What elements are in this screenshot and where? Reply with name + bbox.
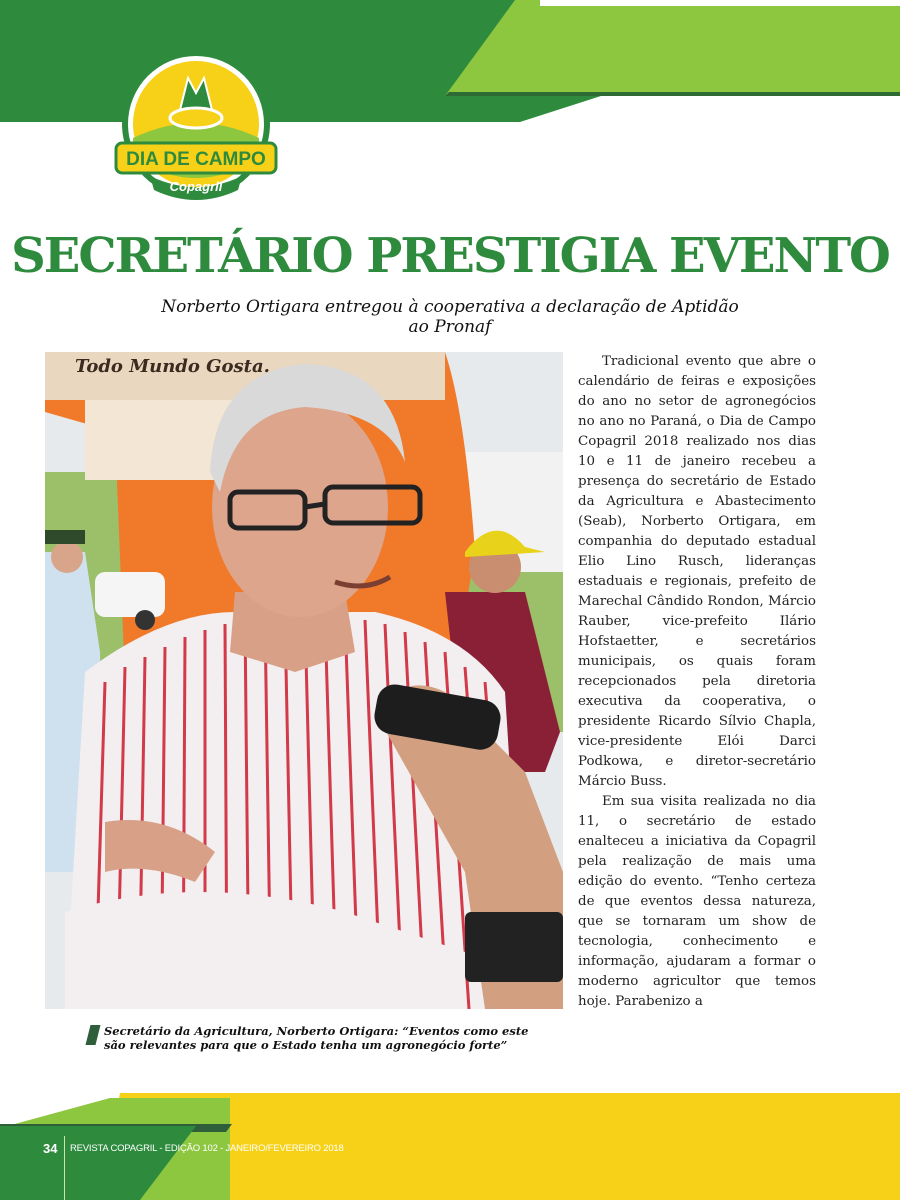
page-number: 34 [43, 1141, 58, 1156]
article-photo [45, 352, 563, 1009]
publication-info: REVISTA COPAGRIL - EDIÇÃO 102 - JANEIRO/FEVEREIRO 2018 [70, 1143, 344, 1154]
header-top-gap [540, 0, 900, 6]
header-band-shadow [445, 92, 900, 96]
article-paragraph: Em sua visita realizada no dia 11, o secretário de estado enalteceu a iniciativa da Copagril pela realização de mais uma edição do evento. “Tenho certeza de que eventos dessa natureza, que se tornaram um show de tecnologia, conhecimento e informação, ajudaram a formar o moderno agricultor que temos hoje. Parabenizo a [578, 794, 816, 1009]
article-body [578, 352, 816, 1012]
article-subtitle: Norberto Ortigara entregou à cooperativa a declaração de Aptidão ao Pronaf [161, 297, 739, 337]
photo-scene [45, 352, 563, 1009]
logo-brand: Copagril [169, 179, 223, 194]
dia-de-campo-logo [110, 48, 282, 210]
logo-title: DIA DE CAMPO [126, 149, 266, 170]
article-title: SECRETÁRIO PRESTIGIA EVENTO [11, 228, 889, 284]
article-paragraph: Tradicional evento que abre o calendário de feiras e exposições do ano no setor de agronegócios no ano no Paraná, o Dia de Campo Copagril 2018 realizado nos dias 10 e 11 de janeiro recebeu a presença do secretário de Estado da Agricultura e Abastecimento (Seab), Norberto Ortigara, em companhia do deputado estadual Elio Lino Rusch, lideranças estaduais e regionais, prefeito de Marechal Cândido Rondon, Márcio Rauber, vice-prefeito Ilário Hofstaetter, e secretários municipais, os quais foram recepcionados pela diretoria executiva da cooperativa, o presidente Ricardo Sílvio Chapla, vice-presidente Elói Darci Podkowa, e diretor-secretário Márcio Buss. [578, 354, 816, 789]
caption-marker [86, 1025, 101, 1045]
photo-caption: Secretário da Agricultura, Norberto Ortigara: “Eventos como este são relevantes para que o Estado tenha um agronegócio forte” [104, 1024, 529, 1052]
photo-banner-text: Todo Mundo Gosta. [75, 356, 270, 377]
header-band-light [445, 0, 900, 96]
footer-separator [64, 1136, 65, 1200]
